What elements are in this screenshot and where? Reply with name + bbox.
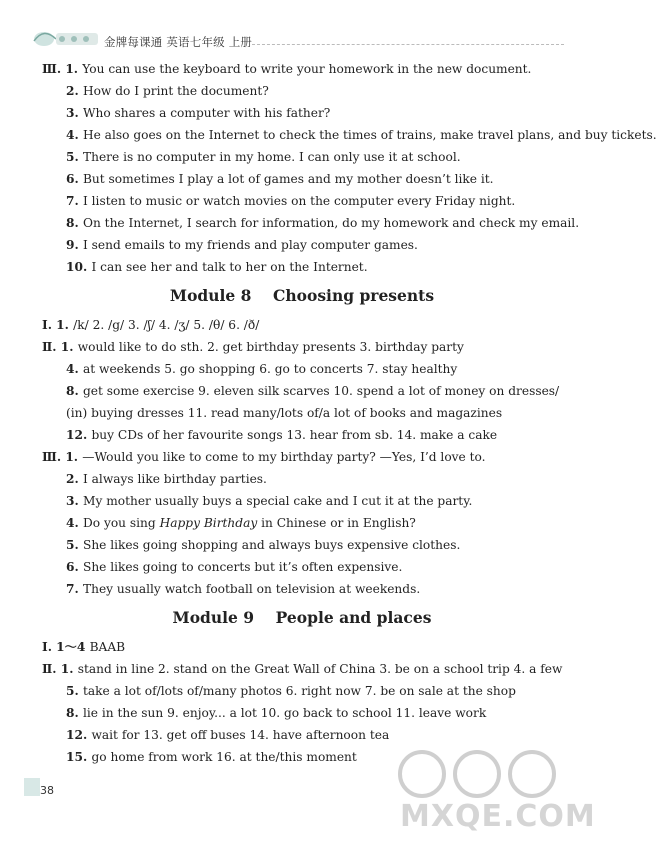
answer-text: go home from work 16. at the/this moment (91, 750, 357, 764)
page-header (0, 0, 579, 50)
answer-line (42, 124, 657, 146)
item-number: 5. (66, 150, 83, 164)
item-number: 4. (66, 128, 83, 142)
item-number: 9. (66, 238, 83, 252)
answer-text: at weekends 5. go shopping 6. go to concerts 7. stay healthy (82, 362, 458, 376)
watermark (382, 742, 596, 838)
item-number: Ⅱ. 1. (42, 340, 78, 354)
answer-text: She likes going to concerts but it’s often expensive. (82, 560, 403, 574)
answer-text: —Would you like to come to my birthday party? —Yes, I’d love to. (82, 450, 486, 464)
answer-text: On the Internet, I search for information, do my homework and check my email. (82, 216, 580, 230)
answer-line (42, 658, 562, 680)
answer-line (42, 446, 562, 468)
item-number: 12. (66, 428, 92, 442)
answer-text: My mother usually buys a special cake and I cut it at the party. (82, 494, 473, 508)
answer-line (42, 556, 562, 578)
module-heading: Module 9 People and places (172, 608, 432, 627)
answer-text: buy CDs of her favourite songs 13. hear from sb. 14. make a cake (91, 428, 498, 442)
answer-line (42, 702, 562, 724)
item-number: Ⅲ. 1. (42, 450, 83, 464)
answer-text: take a lot of/lots of/many photos 6. right now 7. be on sale at the shop (82, 684, 516, 698)
item-number: 4. (66, 362, 83, 376)
answer-line (42, 314, 562, 336)
answer-text: Do you sing (82, 516, 160, 530)
answer-line (42, 212, 580, 234)
answer-line (42, 58, 562, 80)
answer-text-continued: in Chinese or in English? (257, 516, 416, 530)
answer-line (42, 680, 562, 702)
item-number: 7. (66, 194, 83, 208)
item-number: 5. (66, 538, 83, 552)
answer-text: You can use the keyboard to write your homework in the new document. (82, 62, 532, 76)
answer-text: Who shares a computer with his father? (82, 106, 331, 120)
answer-line (42, 168, 562, 190)
answer-line (42, 380, 562, 402)
item-number: 10. (66, 260, 92, 274)
item-number: 4. (66, 516, 83, 530)
answer-line (42, 80, 562, 102)
answer-line (42, 534, 562, 556)
item-number: 7. (66, 582, 83, 596)
answer-line (42, 102, 562, 124)
answer-text: lie in the sun 9. enjoy... a lot 10. go back to school 11. leave work (82, 706, 487, 720)
answer-line (42, 512, 562, 534)
answer-text: How do I print the document? (82, 84, 269, 98)
answer-line (42, 424, 562, 446)
answer-line (42, 636, 562, 658)
answer-text: (in) buying dresses 11. read many/lots of/a lot of books and magazines (66, 406, 503, 420)
answer-text: stand in line 2. stand on the Great Wall of China 3. be on a school trip 4. a few (77, 662, 563, 676)
answer-line (42, 190, 562, 212)
answer-text: They usually watch football on television at weekends. (82, 582, 421, 596)
answer-line (42, 402, 562, 424)
item-number: 2. (66, 472, 83, 486)
answer-line (42, 358, 562, 380)
page-number: 38 (40, 784, 54, 797)
item-number: 12. (66, 728, 92, 742)
answer-text: BAAB (89, 640, 126, 654)
answer-text: would like to do sth. 2. get birthday presents 3. birthday party (77, 340, 464, 354)
answer-text: I always like birthday parties. (82, 472, 267, 486)
answer-line (42, 468, 562, 490)
answer-text: There is no computer in my home. I can only use it at school. (82, 150, 461, 164)
module-heading: Module 8 Choosing presents (169, 286, 435, 305)
answer-text: She likes going shopping and always buys expensive clothes. (82, 538, 461, 552)
answer-text: wait for 13. get off buses 14. have afternoon tea (91, 728, 390, 742)
answer-text: I can see her and talk to her on the Internet. (91, 260, 368, 274)
book-logo-icon (30, 25, 102, 49)
item-number: 5. (66, 684, 83, 698)
item-number: 8. (66, 216, 83, 230)
answer-text: I listen to music or watch movies on the computer every Friday night. (82, 194, 516, 208)
answer-text: But sometimes I play a lot of games and my mother doesn’t like it. (82, 172, 494, 186)
item-number: 2. (66, 84, 83, 98)
watermark-text: MXQE.COM (400, 799, 596, 834)
item-number: Ⅱ. 1. (42, 662, 78, 676)
answer-line (42, 146, 562, 168)
page-number-tab (24, 778, 40, 796)
item-number: 6. (66, 172, 83, 186)
answer-line (42, 256, 562, 278)
answer-text: He also goes on the Internet to check the times of trains, make travel plans, and buy tickets. (82, 128, 657, 142)
book-title: 金牌每课通 英语七年级 上册 (104, 35, 253, 49)
item-number: 3. (66, 494, 83, 508)
answer-content (42, 58, 657, 768)
header-divider (252, 44, 564, 45)
item-number: 8. (66, 384, 83, 398)
answer-line (42, 490, 562, 512)
watermark-logo-icon (382, 742, 572, 802)
answer-italic-text: Happy Birthday (159, 516, 258, 530)
item-number: 8. (66, 706, 83, 720)
item-number: Ⅰ. 1～4 (42, 640, 90, 654)
item-number: 3. (66, 106, 83, 120)
item-number: Ⅰ. 1. (42, 318, 74, 332)
item-number: 6. (66, 560, 83, 574)
answer-line (42, 234, 562, 256)
answer-text: /k/ 2. /g/ 3. /ʃ/ 4. /ʒ/ 5. /θ/ 6. /ð/ (73, 318, 260, 332)
answer-text: I send emails to my friends and play computer games. (82, 238, 418, 252)
answer-line (42, 578, 562, 600)
answer-text: get some exercise 9. eleven silk scarves 10. spend a lot of money on dresses/ (82, 384, 560, 398)
item-number: Ⅲ. 1. (42, 62, 83, 76)
item-number: 15. (66, 750, 92, 764)
answer-line (42, 336, 562, 358)
